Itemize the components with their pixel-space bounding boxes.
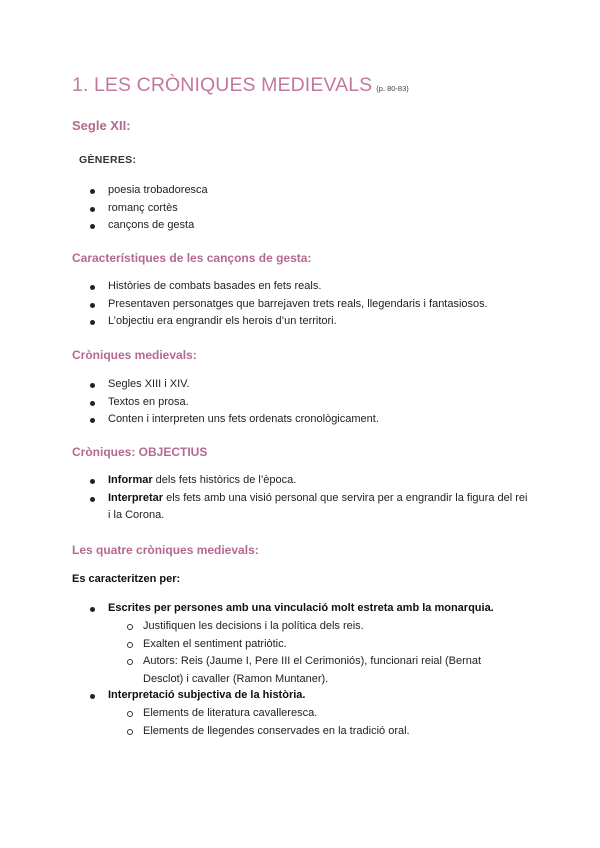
list-item [108, 687, 548, 705]
objectiu-keyword: Informar [108, 474, 153, 486]
objectiu-keyword: Interpretar [108, 491, 164, 504]
list-item: Conten i interpreten uns fets ordenats cronològicament. [108, 411, 548, 429]
genres-list [108, 182, 548, 235]
list-item: L’objectiu era engrandir els herois d’un territori. [108, 313, 548, 331]
sub-list-item: Elements de llegendes conservades en la tradició oral. [143, 723, 543, 741]
list-item: romanç cortès [108, 200, 548, 218]
sub-list [143, 618, 483, 688]
genres-label: GÈNERES: [79, 154, 137, 166]
objectiu-text: els fets amb una visió personal que servira per a engrandir la figura del rei i la Corona. [108, 491, 528, 521]
list-item: Textos en prosa. [108, 394, 548, 412]
gesta-list [108, 278, 548, 331]
list-item: Històries de combats basades en fets reals. [108, 278, 548, 296]
section-heading-quatre: Les quatre cròniques medievals: [72, 543, 259, 557]
sub-list-item: Justifiquen les decisions i la política dels reis. [143, 618, 483, 636]
sub-list-item: Elements de literatura cavalleresca. [143, 705, 543, 723]
sub-list [143, 705, 543, 740]
page-title [72, 74, 409, 97]
characteristics-list-2 [108, 687, 548, 705]
list-item: Presentaven personatges que barrejaven trets reals, llegendaris i fantasiosos. [108, 296, 548, 314]
group-label: Interpretació subjectiva de la història. [108, 689, 306, 701]
list-item: Segles XIII i XIV. [108, 376, 548, 394]
section-heading-objectius: Cròniques: OBJECTIUS [72, 445, 208, 459]
section-heading-gesta: Característiques de les cançons de gesta: [72, 251, 312, 265]
list-item [108, 472, 528, 490]
sub-list-item: Exalten el sentiment patriòtic. [143, 636, 483, 654]
characteristics-list [108, 600, 548, 618]
list-item [108, 600, 548, 618]
intro-text: Es caracteritzen per: [72, 573, 181, 585]
croniques-list [108, 376, 548, 429]
section-heading-segle: Segle XII: [72, 118, 131, 133]
title-page-range: (p. 80-83) [376, 84, 409, 93]
objectiu-text: dels fets històrics de l’època. [152, 474, 297, 486]
group-label: Escrites per persones amb una vinculació molt estreta amb la monarquia. [108, 602, 494, 614]
sub-list-item: Autors: Reis (Jaume I, Pere III el Cerimoniós), funcionari reial (Bernat Desclot) i cavaller (Ramon Muntaner). [143, 653, 483, 688]
list-item: cançons de gesta [108, 217, 548, 235]
list-item [108, 490, 528, 525]
list-item: poesia trobadoresca [108, 182, 548, 200]
title-main: 1. LES CRÒNIQUES MEDIEVALS [72, 74, 373, 96]
section-heading-croniques: Cròniques medievals: [72, 348, 197, 362]
objectius-list [108, 472, 528, 525]
